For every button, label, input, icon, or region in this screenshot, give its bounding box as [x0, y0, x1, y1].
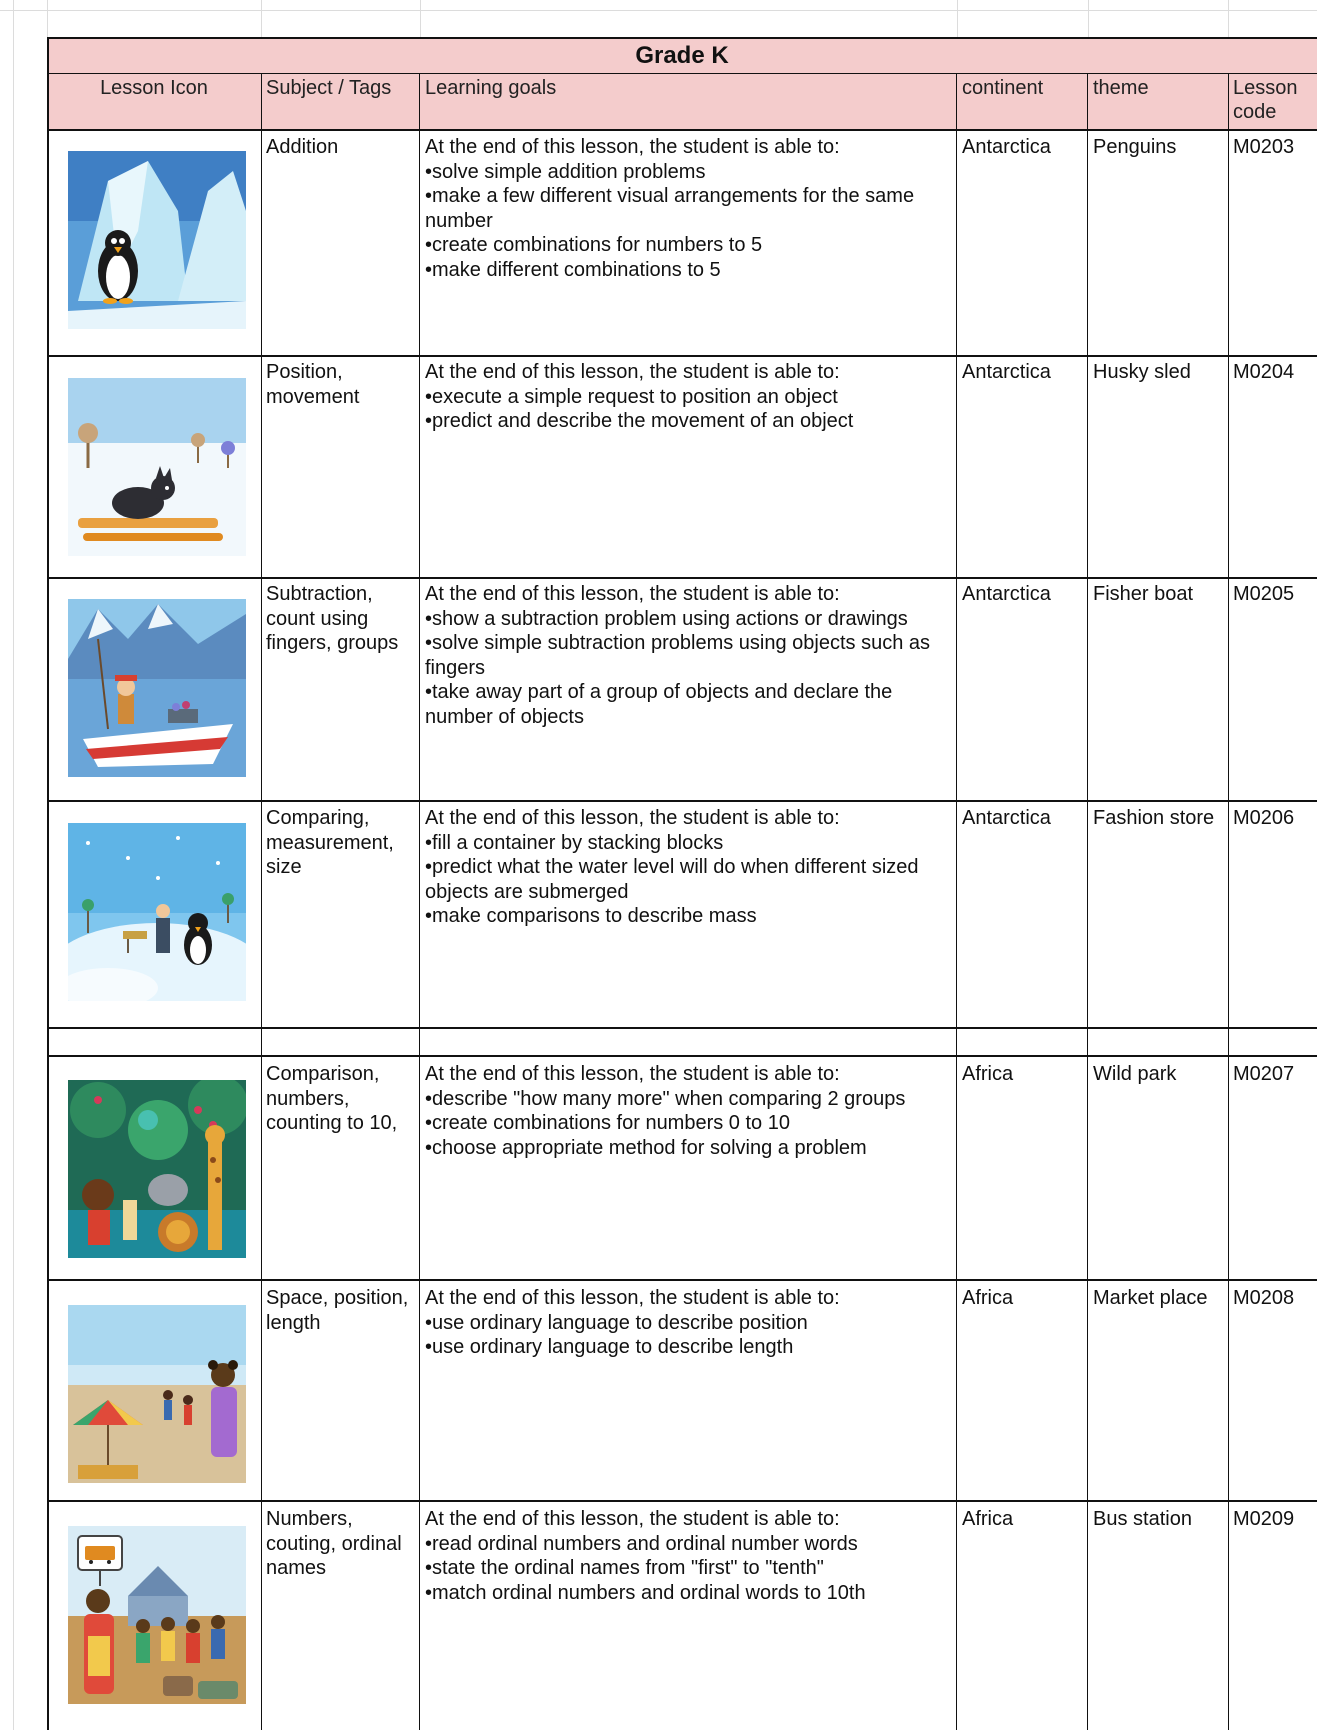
- continent-cell: Africa: [962, 1287, 1014, 1309]
- continent-cell: Antarctica: [962, 807, 1051, 829]
- learning-goals-cell: [425, 1062, 955, 1160]
- goals-intro: At the end of this lesson, the student is able to:: [425, 136, 840, 158]
- border: [1087, 73, 1088, 1730]
- continent-cell: Africa: [962, 1063, 1014, 1085]
- goal-item: •describe "how many more" when comparing 2 groups: [425, 1087, 906, 1110]
- header-lesson-code: Lesson code: [1233, 77, 1298, 123]
- gridline: [1228, 0, 1229, 40]
- theme-cell: Fashion store: [1093, 807, 1215, 829]
- theme-cell: Wild park: [1093, 1063, 1177, 1085]
- border: [47, 73, 1317, 74]
- lesson-code-cell: M0204: [1233, 361, 1295, 383]
- header-lesson-icon: Lesson Icon: [100, 77, 208, 99]
- goals-intro: At the end of this lesson, the student is able to:: [425, 361, 840, 383]
- lesson-code-cell: M0205: [1233, 583, 1295, 605]
- goal-item: •show a subtraction problem using actions or drawings: [425, 607, 908, 630]
- border: [1228, 73, 1229, 1730]
- border: [47, 37, 49, 1730]
- header-theme: theme: [1093, 77, 1149, 99]
- bus-station-icon: [68, 1526, 246, 1704]
- lesson-code-cell: M0209: [1233, 1508, 1295, 1530]
- learning-goals-cell: [425, 1286, 955, 1360]
- goals-intro: At the end of this lesson, the student is able to:: [425, 1508, 840, 1530]
- goal-item: •match ordinal numbers and ordinal words to 10th: [425, 1581, 866, 1604]
- goal-item: •make a few different visual arrangements for the same number: [425, 185, 915, 232]
- goal-item: •predict what the water level will do when different sized objects are submerged: [425, 856, 919, 903]
- border: [47, 1027, 1317, 1029]
- learning-goals-cell: [425, 1507, 955, 1605]
- goal-item: •create combinations for numbers to 5: [425, 234, 763, 256]
- theme-cell: Bus station: [1093, 1508, 1192, 1530]
- market-place-icon: [68, 1305, 246, 1483]
- gridline: [1088, 0, 1089, 40]
- goals-intro: At the end of this lesson, the student is able to:: [425, 807, 840, 829]
- header-continent: continent: [962, 77, 1044, 99]
- fisher-boat-icon: [68, 599, 246, 777]
- husky-sled-icon: [68, 378, 246, 556]
- border: [419, 73, 420, 1730]
- subject-tags-cell: Addition: [266, 136, 339, 158]
- goal-item: •choose appropriate method for solving a problem: [425, 1136, 867, 1159]
- subject-tags-cell: Numbers, couting, ordinal names: [266, 1508, 402, 1579]
- continent-cell: Antarctica: [962, 136, 1051, 158]
- border: [47, 37, 1317, 39]
- border: [47, 577, 1317, 579]
- border: [261, 73, 262, 1730]
- border: [47, 1279, 1317, 1281]
- subject-tags-cell: Comparison, numbers, counting to 10,: [266, 1063, 398, 1134]
- gridline: [420, 0, 421, 40]
- learning-goals-cell: [425, 360, 955, 434]
- goal-item: •predict and describe the movement of an object: [425, 410, 854, 432]
- goal-item: •state the ordinal names from "first" to "tenth": [425, 1557, 824, 1579]
- border: [47, 129, 1317, 131]
- subject-tags-cell: Position, movement: [266, 361, 360, 408]
- gridline: [261, 0, 262, 40]
- gridline: [13, 0, 14, 1730]
- theme-cell: Husky sled: [1093, 361, 1191, 383]
- continent-cell: Antarctica: [962, 583, 1051, 605]
- goals-intro: At the end of this lesson, the student is able to:: [425, 1287, 840, 1309]
- goal-item: •create combinations for numbers 0 to 10: [425, 1112, 790, 1134]
- goal-item: •read ordinal numbers and ordinal number words: [425, 1532, 858, 1555]
- border: [47, 800, 1317, 802]
- continent-cell: Antarctica: [962, 361, 1051, 383]
- subject-tags-cell: Subtraction, count using fingers, groups: [266, 583, 399, 654]
- goal-item: •solve simple subtraction problems using objects such as fingers: [425, 632, 931, 679]
- subject-tags-cell: Space, position, length: [266, 1287, 409, 1334]
- goal-item: •use ordinary language to describe length: [425, 1336, 794, 1358]
- goal-item: •solve simple addition problems: [425, 160, 706, 183]
- subject-tags-cell: Comparing, measurement, size: [266, 807, 394, 878]
- lesson-code-cell: M0203: [1233, 136, 1295, 158]
- learning-goals-cell: [425, 582, 955, 729]
- goals-intro: At the end of this lesson, the student is able to:: [425, 583, 840, 605]
- learning-goals-cell: [425, 135, 955, 282]
- goals-intro: At the end of this lesson, the student is able to:: [425, 1063, 840, 1085]
- sheet-title: Grade K: [635, 42, 729, 69]
- theme-cell: Fisher boat: [1093, 583, 1194, 605]
- border: [47, 1500, 1317, 1502]
- theme-cell: Penguins: [1093, 136, 1177, 158]
- penguin-snow-icon: [68, 823, 246, 1001]
- lesson-code-cell: M0206: [1233, 807, 1295, 829]
- lesson-code-cell: M0207: [1233, 1063, 1295, 1085]
- wild-park-icon: [68, 1080, 246, 1258]
- lesson-code-cell: M0208: [1233, 1287, 1295, 1309]
- border: [956, 73, 957, 1730]
- penguin-icon: [68, 151, 246, 329]
- continent-cell: Africa: [962, 1508, 1014, 1530]
- goal-item: •fill a container by stacking blocks: [425, 831, 724, 854]
- theme-cell: Market place: [1093, 1287, 1208, 1309]
- goal-item: •take away part of a group of objects and declare the number of objects: [425, 681, 893, 728]
- gridline: [957, 0, 958, 40]
- goal-item: •use ordinary language to describe position: [425, 1311, 808, 1334]
- border: [47, 355, 1317, 357]
- goal-item: •execute a simple request to position an object: [425, 385, 838, 408]
- goal-item: •make different combinations to 5: [425, 258, 721, 281]
- header-subject-tags: Subject / Tags: [266, 77, 392, 99]
- border: [47, 1055, 1317, 1057]
- learning-goals-cell: [425, 806, 955, 929]
- goal-item: •make comparisons to describe mass: [425, 905, 757, 927]
- header-learning-goals: Learning goals: [425, 77, 557, 99]
- gridline: [0, 10, 1317, 11]
